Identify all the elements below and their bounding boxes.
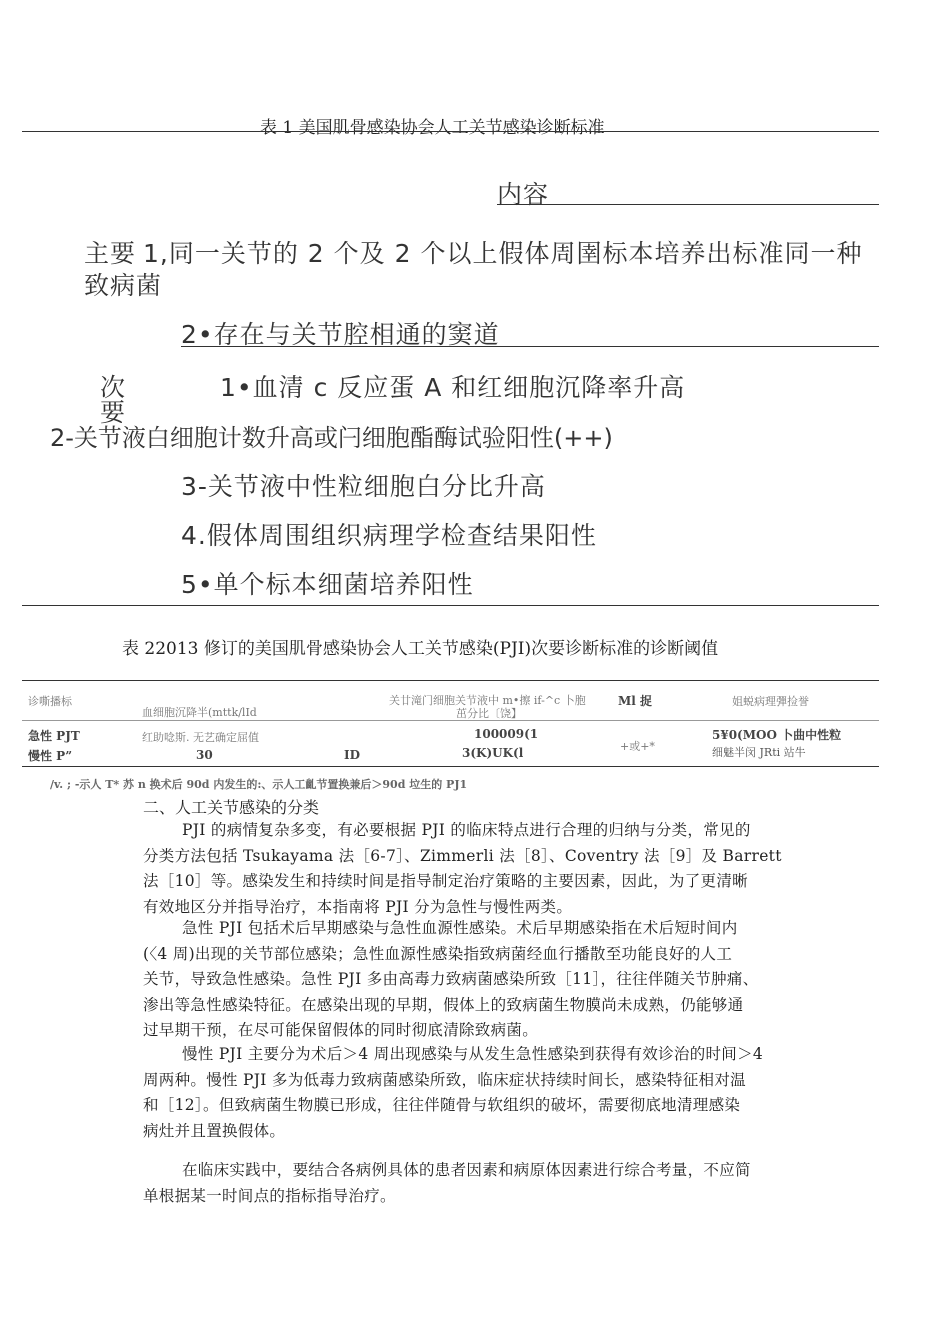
paragraph-line: 急性 PJI 包括术后早期感染与急性血源性感染。术后早期感染指在术后短时间内	[182, 919, 738, 937]
major-rule	[181, 346, 879, 347]
table2-top-rule	[22, 680, 879, 681]
minor-criterion-1: 1•血清 c 反应蛋 A 和红细胞沉降率升高	[220, 373, 686, 402]
major-label: 主要	[84, 239, 137, 268]
major-criterion-2: 2•存在与关节腔相通的窦道	[181, 320, 500, 349]
paragraph-4	[143, 1158, 871, 1209]
table1-bottom-rule	[22, 605, 879, 606]
table2-header-pathology: 姐蜕病理彈捡誉	[732, 695, 809, 708]
table1-top-rule	[22, 131, 879, 132]
paragraph-line: 慢性 PJI 主要分为术后＞4 周出现感染与从发生急性感染到获得有效诊治的时间＞4	[182, 1045, 764, 1063]
table2-row-chronic-esr: 30	[196, 748, 213, 762]
paragraph-3	[143, 1042, 871, 1144]
paragraph-line: 病灶并且置换假体。	[143, 1121, 286, 1140]
minor-criterion-3: 3-关节液中性粒细胞白分比升高	[181, 472, 546, 501]
paragraph-line: 周两种。慢性 PJI 多为低毒力致病菌感染所致，临床症状持续时间长，感染特征相对温	[143, 1070, 746, 1089]
paragraph-2	[143, 916, 871, 1044]
table2-header-rule	[22, 720, 879, 721]
table1-header-rule	[497, 204, 879, 205]
table1-caption: 表 1 美国肌骨感染协会人工关节感染诊断标准	[260, 118, 605, 138]
paragraph-line: (〈4 周)出现的关节部位感染；急性血源性感染指致病菌经血行播散至功能良好的人工	[143, 944, 733, 963]
table2-row-chronic-col4: +或+*	[620, 740, 655, 753]
paragraph-line: 单根据某一时间点的指标指导治疗。	[143, 1186, 396, 1205]
minor-criterion-5: 5•单个标本细菌培养阳性	[181, 570, 474, 599]
table2-bottom-rule	[22, 766, 879, 767]
major-criterion-1: 1,同一关节的 2 个及 2 个以上假体周圉标本培养出标准同一种	[143, 239, 863, 268]
major-criterion-1-continuation: 致病菌	[84, 271, 163, 300]
table2-caption: 表 22013 修订的美国肌骨感染协会人工关节感染(PJI)次要诊断标准的诊断阈值	[122, 639, 719, 659]
table2-header-synovial-percent: 茁分比〔饶】	[456, 707, 522, 720]
table2-row-acute-pathology: 5¥0(MOO 卜曲中性粒	[712, 728, 842, 742]
paragraph-line: 有效地区分并指导治疗，本指南将 PJI 分为急性与慢性两类。	[143, 897, 573, 916]
section-heading: 二、人工关节感染的分类	[143, 798, 320, 817]
table2-header-indicator: 诊嘶播标	[28, 695, 72, 708]
table2-row-acute-wbc: 100009(1	[474, 727, 539, 741]
table2-header-esr: 血细胞沉降半(mttk/lId	[142, 706, 257, 719]
paragraph-1	[143, 818, 871, 920]
table1-column-header: 内容	[497, 180, 550, 209]
table2-footnote: /v. ; -示人 T* 苏 n 换术后 90d 内发生的:、示人工齓节置换兼后＞90d 垃生的 PJ1	[50, 778, 468, 791]
table2-row-acute-label: 急性 PJT	[28, 729, 80, 743]
paragraph-line: 分类方法包括 Tsukayama 法［6-7］、Zimmerli 法［8］、Coventry 法［9］及 Barrett	[143, 846, 782, 865]
minor-criterion-2: 2-关节液白细胞计数升高或闩细胞酯酶试验阳性(++)	[50, 424, 613, 452]
paragraph-line: 在临床实践中，要结合各病例具体的患者因素和病原体因素进行综合考量，不应简	[182, 1161, 751, 1179]
paragraph-line: 和［12］。但致病菌生物膜已形成，往往伴随骨与软组织的破坏，需要彻底地清理感染	[143, 1096, 741, 1114]
table2-row-acute-esr: 红助唸斯. 无艺确定屈值	[142, 731, 259, 744]
table2-row-chronic-pathology: 细魅半闵 JRti 站牛	[712, 746, 806, 759]
paragraph-line: 渗出等急性感染特征。在感染出现的早期，假体上的致病菌生物膜尚未成熟，仍能够通	[143, 995, 744, 1014]
table2-header-col4: Ml 捉	[618, 694, 653, 708]
paragraph-line: 过早期干预，在尽可能保留假体的同时彻底清除致病菌。	[143, 1021, 539, 1039]
paragraph-line: 法［10］等。感染发生和持续时间是指导制定治疗策略的主要因素，因此，为了更清晰	[143, 872, 748, 890]
table2-row-chronic-label: 慢性 P”	[28, 749, 73, 763]
minor-label-char-1: 次	[100, 373, 127, 402]
table2-row-chronic-id: ID	[344, 748, 361, 762]
table2-row-chronic-wbc: 3(K)UK(l	[462, 746, 524, 760]
table2-header-synovial: 关廿滝门细胞关节液中 m•擦 if-^c 卜胞	[389, 694, 586, 707]
paragraph-line: PJI 的病情复杂多变，有必要根据 PJI 的临床特点进行合理的归纳与分类，常见的	[182, 821, 751, 839]
minor-label-char-2: 要	[100, 398, 127, 427]
minor-criterion-4: 4.假体周围组织病理学检查结果阳性	[181, 521, 597, 550]
paragraph-line: 关节，导致急性感染。急性 PJI 多由高毒力致病菌感染所致［11］，往往伴随关节肿痛、	[143, 970, 759, 988]
